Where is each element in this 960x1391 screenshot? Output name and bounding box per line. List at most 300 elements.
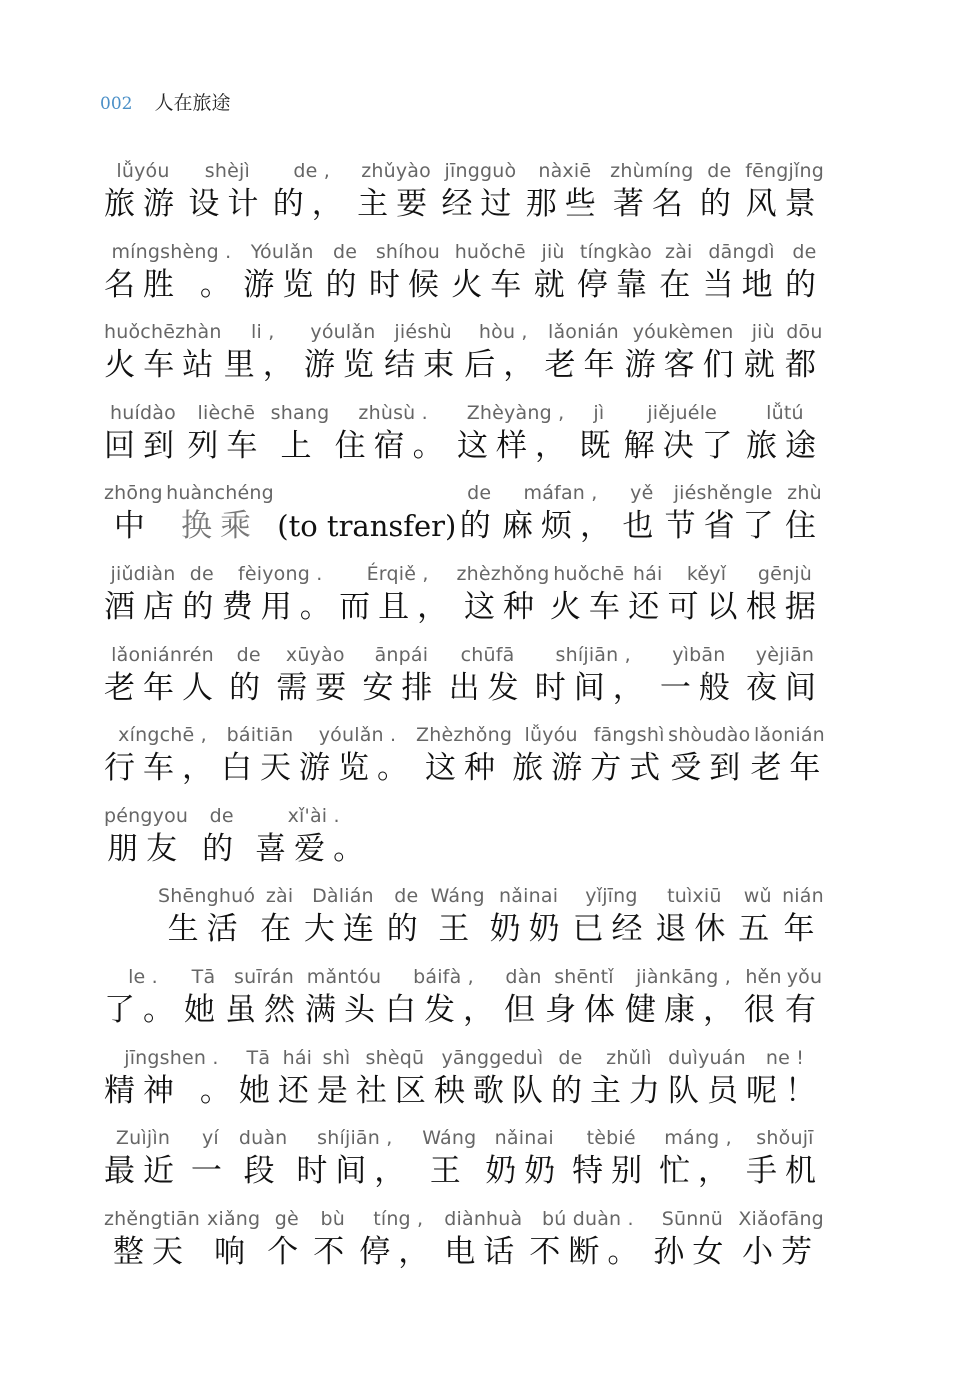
hanzi: 她 bbox=[238, 1072, 278, 1109]
hanzi: 忙， bbox=[659, 1153, 738, 1190]
hanzi: 孙女 bbox=[653, 1233, 732, 1270]
pinyin: yǒu bbox=[786, 965, 823, 988]
word-unit bbox=[590, 722, 668, 788]
word-unit bbox=[229, 642, 268, 708]
word-unit bbox=[668, 1045, 746, 1111]
pinyin: yǐjīng bbox=[585, 885, 638, 908]
hanzi: 住 bbox=[785, 508, 824, 545]
hanzi: 一 bbox=[190, 1153, 230, 1190]
pinyin: yèjiān bbox=[755, 643, 815, 666]
pinyin: Shēnghuó bbox=[158, 885, 256, 908]
hanzi: 这种 bbox=[463, 588, 542, 625]
word-unit bbox=[441, 158, 519, 224]
hanzi: 在 bbox=[260, 911, 300, 948]
pinyin: dàn bbox=[505, 965, 542, 988]
hanzi: 健康， bbox=[625, 991, 742, 1028]
pinyin: lǎonián bbox=[753, 724, 825, 747]
pinyin: Tā bbox=[246, 1046, 271, 1069]
text-line bbox=[104, 803, 824, 884]
word-unit bbox=[449, 642, 527, 708]
pinyin: zhù bbox=[787, 482, 822, 505]
word-unit bbox=[362, 642, 440, 708]
pinyin: shì bbox=[322, 1046, 351, 1069]
hanzi: 后， bbox=[464, 347, 543, 384]
word-unit bbox=[610, 158, 693, 224]
hanzi: 旅游 bbox=[104, 186, 182, 222]
word-unit bbox=[271, 400, 330, 466]
word-unit bbox=[738, 883, 777, 949]
word-unit bbox=[785, 319, 824, 385]
hanzi: 风景 bbox=[745, 186, 824, 222]
word-unit bbox=[746, 1125, 824, 1191]
word-unit bbox=[104, 239, 239, 305]
pinyin: fāngshì bbox=[593, 724, 665, 747]
hanzi: 受到 bbox=[670, 750, 749, 787]
pinyin: Tā bbox=[191, 965, 216, 988]
hanzi: 特别 bbox=[572, 1153, 651, 1190]
hanzi: 设计 bbox=[188, 186, 267, 222]
word-unit bbox=[104, 964, 182, 1030]
word-unit bbox=[267, 1206, 306, 1272]
hanzi: 年 bbox=[783, 911, 823, 948]
pinyin: gēnjù bbox=[757, 562, 812, 585]
word-unit bbox=[750, 722, 828, 788]
hanzi: 主要 bbox=[357, 186, 436, 222]
pinyin: duàn bbox=[238, 1127, 288, 1150]
pinyin: jiǔdiàn bbox=[110, 562, 176, 585]
pinyin: ānpái bbox=[374, 643, 429, 666]
hanzi: 五 bbox=[738, 911, 778, 948]
pinyin: ne ! bbox=[765, 1046, 805, 1069]
word-unit bbox=[526, 158, 604, 224]
pinyin: máng , bbox=[664, 1127, 732, 1150]
pinyin: huǒchēzhàn bbox=[104, 321, 222, 344]
word-unit bbox=[385, 964, 502, 1030]
pinyin: xūyào bbox=[285, 643, 345, 666]
word-unit bbox=[357, 158, 435, 224]
text-line bbox=[104, 1125, 824, 1206]
word-unit bbox=[746, 400, 824, 466]
word-unit bbox=[239, 1125, 288, 1191]
word-unit bbox=[278, 1045, 317, 1111]
paragraph-first-line bbox=[104, 883, 824, 964]
pinyin: míngshèng . bbox=[111, 240, 232, 263]
word-unit bbox=[534, 239, 573, 305]
hanzi: 的 bbox=[699, 186, 739, 222]
word-unit bbox=[431, 883, 485, 949]
text-line bbox=[104, 480, 824, 561]
word-unit bbox=[202, 803, 241, 869]
hanzi: 队员 bbox=[667, 1072, 746, 1109]
word-unit bbox=[504, 964, 543, 1030]
pinyin: zài bbox=[665, 240, 693, 263]
pinyin: yě bbox=[630, 482, 654, 505]
pinyin: shíjiān , bbox=[555, 643, 631, 666]
hanzi: 时间， bbox=[534, 669, 652, 706]
hanzi: 白天 bbox=[221, 750, 299, 787]
word-unit bbox=[502, 480, 619, 546]
word-unit bbox=[660, 642, 738, 708]
pinyin: hái bbox=[632, 562, 663, 585]
hanzi: 换乘 bbox=[181, 508, 259, 545]
word-unit bbox=[653, 1206, 731, 1272]
word-unit bbox=[339, 561, 456, 627]
word-unit bbox=[744, 964, 783, 1030]
pinyin: lièchē bbox=[197, 401, 256, 424]
hanzi: 旅游 bbox=[512, 750, 591, 787]
hanzi: 但 bbox=[504, 991, 543, 1028]
pinyin: tíngkào bbox=[579, 240, 652, 263]
pinyin: mǎntóu bbox=[306, 965, 382, 988]
word-unit bbox=[187, 400, 265, 466]
word-unit bbox=[529, 1206, 646, 1272]
pinyin: yānggeduì bbox=[441, 1046, 544, 1069]
word-unit bbox=[485, 1125, 563, 1191]
pinyin: shòudào bbox=[668, 724, 751, 747]
hanzi: 她 bbox=[184, 991, 223, 1028]
word-unit bbox=[104, 400, 182, 466]
word-unit bbox=[356, 1045, 434, 1111]
pinyin: shíhou bbox=[375, 240, 440, 263]
pinyin: huǒchē bbox=[553, 562, 625, 585]
pinyin: Yóulǎn bbox=[250, 240, 314, 263]
pinyin: kěyǐ bbox=[686, 562, 727, 585]
hanzi: 老年人 bbox=[104, 669, 221, 706]
hanzi: 停靠 bbox=[576, 266, 655, 303]
pinyin: Xiǎofāng bbox=[738, 1207, 824, 1230]
word-unit bbox=[104, 803, 188, 869]
hanzi: 游客们 bbox=[624, 347, 742, 384]
hanzi: 个 bbox=[267, 1233, 307, 1270]
pinyin: de bbox=[467, 482, 492, 505]
hanzi: 王 bbox=[438, 911, 478, 948]
pinyin: jīngshen . bbox=[124, 1046, 219, 1069]
pinyin: huǒchē bbox=[454, 240, 526, 263]
hanzi: 火车站 bbox=[104, 347, 222, 384]
word-unit bbox=[545, 964, 623, 1030]
pinyin: lǚyóu bbox=[524, 724, 578, 747]
hanzi: 结束 bbox=[384, 347, 463, 384]
word-unit bbox=[744, 319, 783, 385]
word-unit bbox=[700, 158, 739, 224]
pinyin: li , bbox=[251, 321, 275, 344]
word-unit bbox=[359, 1206, 437, 1272]
pinyin: suīrán bbox=[234, 965, 294, 988]
hanzi: 大连 bbox=[303, 911, 382, 948]
word-unit bbox=[276, 642, 354, 708]
word-unit bbox=[512, 722, 590, 788]
pinyin: báifà , bbox=[413, 965, 474, 988]
word-unit bbox=[668, 561, 746, 627]
pinyin: hái bbox=[282, 1046, 313, 1069]
hanzi: 秧歌队 bbox=[433, 1072, 551, 1109]
word-unit bbox=[304, 319, 382, 385]
word-unit bbox=[590, 1045, 668, 1111]
word-unit bbox=[572, 883, 650, 949]
word-unit bbox=[416, 722, 512, 788]
hanzi: 退休 bbox=[655, 911, 734, 948]
hanzi: 的 bbox=[202, 830, 242, 867]
pinyin: xǐ'ài . bbox=[287, 804, 340, 827]
text-line bbox=[104, 1045, 824, 1126]
word-unit bbox=[703, 239, 781, 305]
hanzi: 呢！ bbox=[746, 1072, 824, 1109]
hanzi: 列车 bbox=[187, 427, 266, 464]
word-unit bbox=[104, 1045, 239, 1111]
pinyin: de bbox=[558, 1046, 583, 1069]
pinyin: dāngdì bbox=[708, 240, 775, 263]
pinyin: zhùsù . bbox=[358, 401, 428, 424]
pinyin: zhěngtiān bbox=[104, 1207, 201, 1230]
pinyin: péngyou bbox=[104, 804, 189, 827]
pinyin: lǎoniánrén bbox=[111, 643, 214, 666]
pinyin: wǔ bbox=[743, 885, 772, 908]
hanzi: 既 bbox=[579, 427, 619, 464]
pinyin: nǎinai bbox=[499, 885, 559, 908]
word-unit bbox=[104, 158, 182, 224]
hanzi: 的 bbox=[182, 588, 222, 625]
text-line bbox=[104, 239, 824, 320]
hanzi: 都 bbox=[784, 347, 824, 384]
word-unit bbox=[255, 803, 372, 869]
word-unit bbox=[191, 1125, 230, 1191]
word-unit bbox=[785, 964, 824, 1030]
pinyin: jiéshù bbox=[394, 321, 452, 344]
pinyin: de bbox=[707, 160, 732, 182]
text-line bbox=[104, 1206, 824, 1287]
pinyin: shǒujī bbox=[756, 1127, 814, 1150]
pinyin: de bbox=[209, 804, 234, 827]
word-unit bbox=[317, 1045, 356, 1111]
word-unit bbox=[572, 1125, 650, 1191]
word-unit bbox=[225, 964, 303, 1030]
word-unit bbox=[104, 1125, 182, 1191]
pinyin: de bbox=[394, 885, 419, 908]
pinyin: bù bbox=[320, 1207, 346, 1230]
word-unit bbox=[434, 1045, 551, 1111]
pinyin: yìbān bbox=[672, 643, 726, 666]
word-unit bbox=[166, 480, 274, 546]
hanzi: 奶奶 bbox=[489, 911, 568, 948]
hanzi: 上 bbox=[280, 427, 320, 464]
pinyin: shíjiān , bbox=[317, 1127, 393, 1150]
hanzi: 解决了 bbox=[623, 427, 741, 464]
word-unit bbox=[622, 480, 661, 546]
hanzi: 的 bbox=[459, 508, 499, 545]
word-unit bbox=[625, 319, 742, 385]
hanzi: 是 bbox=[316, 1072, 356, 1109]
pinyin: fēngjǐng bbox=[745, 160, 824, 182]
pinyin: nǎinai bbox=[494, 1127, 554, 1150]
word-unit bbox=[451, 239, 529, 305]
hanzi: 虽然 bbox=[225, 991, 303, 1028]
hanzi: 停， bbox=[359, 1233, 438, 1270]
hanzi: 安排 bbox=[362, 669, 441, 706]
hanzi: 还 bbox=[628, 588, 668, 625]
hanzi: 住宿。 bbox=[334, 427, 452, 464]
hanzi: 时间， bbox=[296, 1153, 414, 1190]
hanzi: 整天 bbox=[113, 1233, 192, 1270]
pinyin: de bbox=[792, 240, 817, 263]
pinyin: lǚyóu bbox=[116, 160, 170, 182]
pinyin: zhǔlì bbox=[606, 1046, 652, 1069]
hanzi: 喜爱。 bbox=[255, 830, 373, 867]
pinyin: zhùmíng bbox=[610, 160, 694, 182]
hanzi: 酒店 bbox=[104, 588, 182, 625]
pinyin: huídào bbox=[110, 401, 176, 424]
word-unit bbox=[628, 561, 667, 627]
pinyin: Wáng bbox=[422, 1127, 477, 1150]
pinyin: Zuìjìn bbox=[115, 1127, 171, 1150]
word-unit bbox=[384, 319, 462, 385]
text-line bbox=[104, 319, 824, 400]
word-unit bbox=[457, 400, 574, 466]
hanzi: 的 bbox=[784, 266, 824, 303]
pinyin: lǚtú bbox=[766, 401, 804, 424]
word-unit bbox=[304, 883, 382, 949]
word-unit bbox=[104, 1206, 200, 1272]
pinyin: jiù bbox=[541, 240, 565, 263]
hanzi: 夜间 bbox=[745, 669, 824, 706]
page-number: 002 bbox=[100, 94, 133, 114]
pinyin: duìyuán bbox=[668, 1046, 746, 1069]
pinyin: jiù bbox=[751, 321, 775, 344]
word-unit bbox=[746, 561, 824, 627]
pinyin: diànhuà bbox=[444, 1207, 523, 1230]
word-unit bbox=[221, 722, 299, 788]
hanzi: 很 bbox=[744, 991, 783, 1028]
word-unit bbox=[577, 239, 655, 305]
hanzi: 电话 bbox=[444, 1233, 523, 1270]
pinyin: Zhèyàng , bbox=[466, 401, 565, 424]
hanzi: 的 bbox=[325, 266, 365, 303]
pinyin: shang bbox=[270, 401, 330, 424]
text-line bbox=[104, 722, 829, 803]
hanzi: 朋友 bbox=[107, 830, 186, 867]
word-unit bbox=[460, 480, 499, 546]
hanzi: 那些 bbox=[525, 186, 604, 222]
word-unit bbox=[184, 964, 223, 1030]
hanzi: 节省了 bbox=[664, 508, 782, 545]
pinyin: Sūnnü bbox=[661, 1207, 723, 1230]
pinyin: tèbié bbox=[586, 1127, 636, 1150]
pinyin: gè bbox=[274, 1207, 299, 1230]
word-unit bbox=[659, 1125, 737, 1191]
word-unit bbox=[182, 561, 221, 627]
hanzi: 小芳 bbox=[742, 1233, 821, 1270]
word-unit bbox=[785, 239, 824, 305]
word-unit bbox=[668, 722, 750, 788]
pinyin: yóulǎn . bbox=[318, 724, 397, 747]
hanzi: 根据 bbox=[745, 588, 824, 625]
word-unit bbox=[464, 319, 542, 385]
pinyin: nàxiē bbox=[538, 160, 592, 182]
pinyin: shèjì bbox=[204, 160, 250, 182]
word-unit bbox=[104, 319, 222, 385]
hanzi: 就 bbox=[533, 266, 573, 303]
pinyin: nián bbox=[782, 885, 824, 908]
hanzi: 费用。 bbox=[221, 588, 339, 625]
pinyin: báitiān bbox=[226, 724, 294, 747]
pinyin: jiéshěngle bbox=[673, 482, 773, 505]
word-unit bbox=[624, 400, 741, 466]
word-unit bbox=[207, 1206, 260, 1272]
pinyin: lǎonián bbox=[547, 321, 619, 344]
pinyin: zhèzhǒng bbox=[456, 562, 550, 585]
pinyin: bú duàn . bbox=[541, 1207, 634, 1230]
pinyin: shēntǐ bbox=[554, 965, 614, 988]
pinyin: xiǎng bbox=[207, 1207, 261, 1230]
text-line bbox=[104, 400, 824, 481]
hanzi: 生活 bbox=[167, 911, 246, 948]
body-text bbox=[104, 158, 829, 1286]
hanzi: 的 bbox=[229, 669, 269, 706]
hanzi: 游览 bbox=[243, 266, 322, 303]
pinyin: Érqiě , bbox=[366, 562, 429, 585]
pinyin: xíngchē , bbox=[118, 724, 207, 747]
word-unit bbox=[326, 239, 365, 305]
hanzi: 不断。 bbox=[529, 1233, 647, 1270]
hanzi: 行车， bbox=[104, 750, 221, 787]
pinyin: tíng , bbox=[373, 1207, 424, 1230]
word-unit bbox=[745, 158, 824, 224]
word-unit bbox=[222, 561, 339, 627]
pinyin: yóulǎn bbox=[310, 321, 376, 344]
pinyin: hòu , bbox=[478, 321, 528, 344]
pinyin: de bbox=[236, 643, 261, 666]
pinyin: Dàlián bbox=[312, 885, 374, 908]
text-line bbox=[104, 642, 824, 723]
word-unit bbox=[490, 883, 568, 949]
pinyin: máfan , bbox=[523, 482, 598, 505]
word-unit bbox=[243, 239, 321, 305]
hanzi: 老年 bbox=[750, 750, 829, 787]
pinyin: Zhèzhǒng bbox=[416, 724, 513, 747]
word-unit bbox=[273, 158, 351, 224]
pinyin: hěn bbox=[745, 965, 782, 988]
word-unit bbox=[444, 1206, 522, 1272]
hanzi: 有 bbox=[785, 991, 824, 1028]
pinyin: zài bbox=[265, 885, 294, 908]
pinyin: Wáng bbox=[430, 885, 485, 908]
word-unit bbox=[104, 722, 221, 788]
pinyin: de , bbox=[293, 160, 331, 182]
hanzi: 奶奶 bbox=[485, 1153, 564, 1190]
word-unit bbox=[746, 1045, 824, 1111]
hanzi: 著名 bbox=[612, 186, 691, 222]
hanzi: 就 bbox=[743, 347, 783, 384]
word-unit bbox=[104, 642, 221, 708]
pinyin: yí bbox=[201, 1127, 219, 1150]
hanzi: 最近 bbox=[104, 1153, 182, 1190]
hanzi: 主力 bbox=[589, 1072, 668, 1109]
hanzi: 身体 bbox=[545, 991, 623, 1028]
hanzi: 火车 bbox=[451, 266, 530, 303]
hanzi: 需要 bbox=[276, 669, 355, 706]
pinyin: zhǔyào bbox=[361, 160, 431, 182]
hanzi: 的， bbox=[272, 186, 351, 222]
hanzi: 的 bbox=[550, 1072, 590, 1109]
hanzi: 已经 bbox=[572, 911, 651, 948]
hanzi: 当地 bbox=[702, 266, 781, 303]
word-unit bbox=[239, 1045, 278, 1111]
hanzi: 响 bbox=[214, 1233, 254, 1270]
word-unit bbox=[188, 158, 266, 224]
hanzi: 旅途 bbox=[745, 427, 824, 464]
pinyin: dōu bbox=[786, 321, 823, 344]
word-unit bbox=[456, 561, 549, 627]
pinyin: fèiyong . bbox=[237, 562, 323, 585]
